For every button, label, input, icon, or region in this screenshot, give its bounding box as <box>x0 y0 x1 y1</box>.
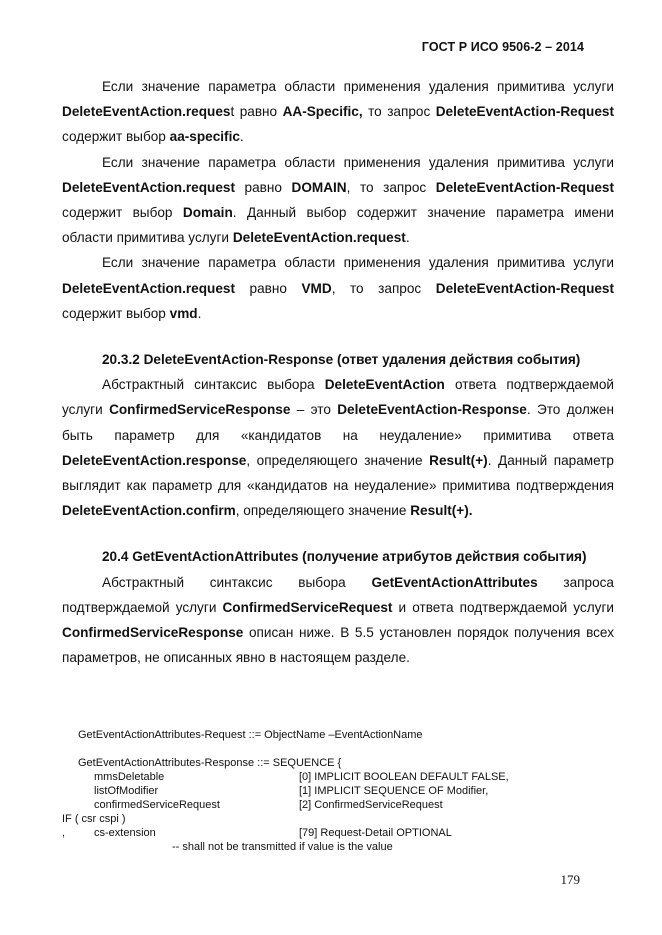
page-number: 179 <box>560 872 580 887</box>
code-line: GetEventActionAttributes-Request ::= ObjectName –EventActionName <box>78 729 423 741</box>
code-line: confirmedServiceRequest [2] ConfirmedServiceRequest <box>94 799 443 811</box>
section-heading-20-3-2: 20.3.2 DeleteEventAction-Response (ответ удаления действия события) <box>102 352 581 368</box>
section-heading-20-4: 20.4 GetEventActionAttributes (получение атрибутов действия события) <box>102 549 587 565</box>
paragraph-domain: Если значение параметра области применения удаления примитива услуги DeleteEventAction.request равно DOMAIN, то запрос DeleteEventAction-Request содержит выбор Domain. Данный выбор содержит значение параметра имени области примитива услуги DeleteEventAction.request. <box>62 154 615 246</box>
paragraph-get-attributes: Абстрактный синтаксис выбора GetEventActionAttributes запроса подтверждаемой услуги ConfirmedServiceRequest и ответа подтверждаемой услуги ConfirmedServiceResponse описан ниже. В 5.5 установлен порядок получения всех параметров, не описанных явно в настоящем разделе. <box>62 574 614 666</box>
code-line: -- shall not be transmitted if value is the value <box>172 841 393 853</box>
paragraph-vmd: Если значение параметра области применения удаления примитива услуги DeleteEventAction.request равно VMD, то запрос DeleteEventAction-Request содержит выбор vmd. <box>62 255 615 321</box>
code-line: mmsDeletable [0] IMPLICIT BOOLEAN DEFAULT FALSE, <box>94 771 509 783</box>
paragraph-delete-response: Абстрактный синтаксис выбора DeleteEventAction ответа подтверждаемой услуги ConfirmedServiceResponse – это DeleteEventAction-Response. Это должен быть параметр для «кандидатов на неудаление» примитива ответа DeleteEventAction.response, определяющего значение Result(+). Данный параметр выглядит как параметр для «кандидатов на неудаление» примитива подтверждения DeleteEventAction.confirm, определяющего значение Result(+). <box>62 377 615 519</box>
code-line: listOfModifier [1] IMPLICIT SEQUENCE OF Modifier, <box>94 785 489 797</box>
code-line: GetEventActionAttributes-Response ::= SEQUENCE { <box>78 757 342 769</box>
asn1-code-block <box>62 728 622 854</box>
document-body <box>62 74 614 670</box>
paragraph-aa-specific: Если значение параметра области применения удаления примитива услуги DeleteEventAction.request равно AA-Specific, то запрос DeleteEventAction-Request содержит выбор aa-specific. <box>62 79 614 145</box>
code-line: IF ( csr cspi ) <box>62 813 126 825</box>
code-line: , cs-extension [79] Request-Detail OPTIONAL <box>62 827 452 839</box>
document-header: ГОСТ Р ИСО 9506-2 – 2014 <box>421 40 584 54</box>
